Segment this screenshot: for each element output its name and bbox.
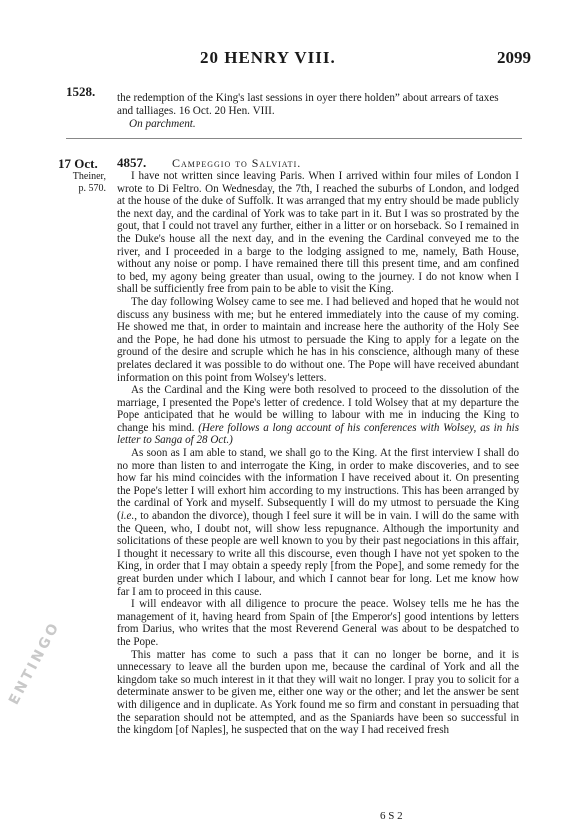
paragraph-text: As soon as I am able to stand, we shall go to the King. At the first interview I shall do no more than listen to and interrogate the King, in order to make discoveries, and to see how far his mind coincides with the information I have received about it. On presenting the Pope's letter I will exhort him according to my instructions. This has been arranged by the cardinal of York and myself. Subsequently I will do my utmost to persuade the King bbox=[117, 447, 519, 510]
paragraph: The day following Wolsey came to see me. I had believed and hoped that he would not discuss any business with me; but he entered immediately into the cause of my coming. He showed me that, in order to maintain and increase here the authority of the Holy See and the Pope, he had done his utmost to persuade the King to apply for a legate on the ground of the desire and scruple which he has in his conscience, although many of these prelates declared it was possible to do without one. The Pope will have received abundant information on this point from Wolsey's letters. bbox=[117, 295, 519, 384]
running-header bbox=[0, 48, 567, 68]
entry-title: Campeggio to Salviati. bbox=[172, 156, 302, 170]
paragraph bbox=[117, 384, 519, 447]
watermark-stamp: ENTINGO bbox=[6, 618, 64, 708]
entry-date: 17 Oct. bbox=[58, 156, 98, 171]
paragraph-text: , to abandon the divorce), though I feel sure it will be in vain. I will do the same with the Queen, who, I doubt not, will show less repugnance. Although the importunity and solicitations of these people are well known to you by their past negociations in this affair, I thought it necessary to write all this discourse, even though I have not yet spoken to the King, in order that I may obtain a speedy reply [from the Pope], and some remedy for the great burden under which I labour, and which I cannot bear for long. Let me know how far I am to proceed in this cause. bbox=[117, 510, 519, 598]
margin-ref-line: p. 570. bbox=[78, 183, 106, 194]
margin-reference bbox=[58, 171, 106, 195]
entry-body bbox=[117, 170, 519, 737]
paragraph: This matter has come to such a pass that it can no longer be borne, and it is unnecessary to leave all the burden upon me, because the cardinal of York and all the kingdom take so much interest in it that they will wait no longer. I pray you to solicit for a determinate answer to be given me, either one way or the other; and let the answer be sent with diligence and in duplicate. As York found me so firm and constant in persuading that the separation should not be attempted, and as the Spaniards have been so successful in the kingdom [of Naples], he suspected that on the way I had received fresh bbox=[117, 648, 519, 737]
paragraph: I have not written since leaving Paris. When I arrived within four miles of London I wrote to Di Feltro. On Wednesday, the 7th, I reached the suburbs of London, and lodged at the house of the duke of Suffolk. It was arranged that my entry should be made publicly the next day, and the cardinal of York was to take part in it. But I was so prostrated by the gout, that I could not travel any further, either in a litter or on horseback. So I remained in the Duke's house all the next day, and in the evening the Cardinal conveyed me to the river, and I proceeded in a barge to the lodging assigned to me, namely, Bath House, without any noise or pomp. I have remained there till this present time, and am confined to bed, my agony being greater than usual, owing to the journey. I do not know when I shall be sufficiently free from pain to be able to visit the King. bbox=[117, 170, 519, 296]
entry-number: 4857. bbox=[117, 155, 147, 170]
paragraph: As soon as I am able to stand, we shall go to the King. At the first interview I shall do no more than listen to and interrogate the King, in order to make discoveries, and to see how far his mind coincides with the information I have received about it. On presenting the Pope's letter I will exhort him according to my instructions. This has been arranged by the cardinal of York and myself. Subsequently I will do my utmost to persuade the King (i.e., to abandon the divorce), though I feel sure it will be in vain. I will do the same with the Queen, who, I doubt not, will show less repugnance. Although the importunity and solicitations of these people are well known to you by their past negociations in this affair, I thought it necessary to write all this discourse, even though I have not yet spoken to the King, in order that I may obtain a speedy reply [from the Pope], and some remedy for the great burden under which I labour, and which I cannot bear for long. Let me know how far I am to proceed in this cause. bbox=[117, 447, 519, 598]
paragraph-text: As the Cardinal and the King were both resolved to proceed to the dissolution of the marriage, I presented the Pope's letter of credence. I told Wolsey that at my departure the Pope anticipated that he would be willing to labour with me in inducing the King to change his mind. bbox=[117, 384, 519, 434]
continuation-note: On parchment. bbox=[129, 118, 196, 130]
paragraph: I will endeavor with all diligence to procure the peace. Wolsey tells me he has the management of it, having heard from Spain of [the Emperor's] good intentions by letters from Darius, who writes that the most Reverend General was about to be despatched to the Pope. bbox=[117, 598, 519, 648]
divider bbox=[66, 138, 522, 139]
continuation-text bbox=[117, 92, 517, 131]
year-label: 1528. bbox=[66, 84, 96, 99]
continuation-line: the redemption of the King's last sessions in oyer there holden” about arrears of taxes and talliages. 16 Oct. 20 Hen. VIII. bbox=[117, 92, 499, 117]
page-title: 20 HENRY VIII. bbox=[200, 48, 336, 67]
abbreviation: i.e. bbox=[120, 510, 135, 523]
page-number: 2099 bbox=[497, 48, 531, 67]
editorial-note: (Here follows a long account of his conferences with Wolsey, as in his letter to Sanga of 28 Oct.) bbox=[117, 421, 520, 447]
margin-ref-line: Theiner, bbox=[72, 171, 106, 182]
signature-mark: 6 S 2 bbox=[380, 810, 403, 822]
